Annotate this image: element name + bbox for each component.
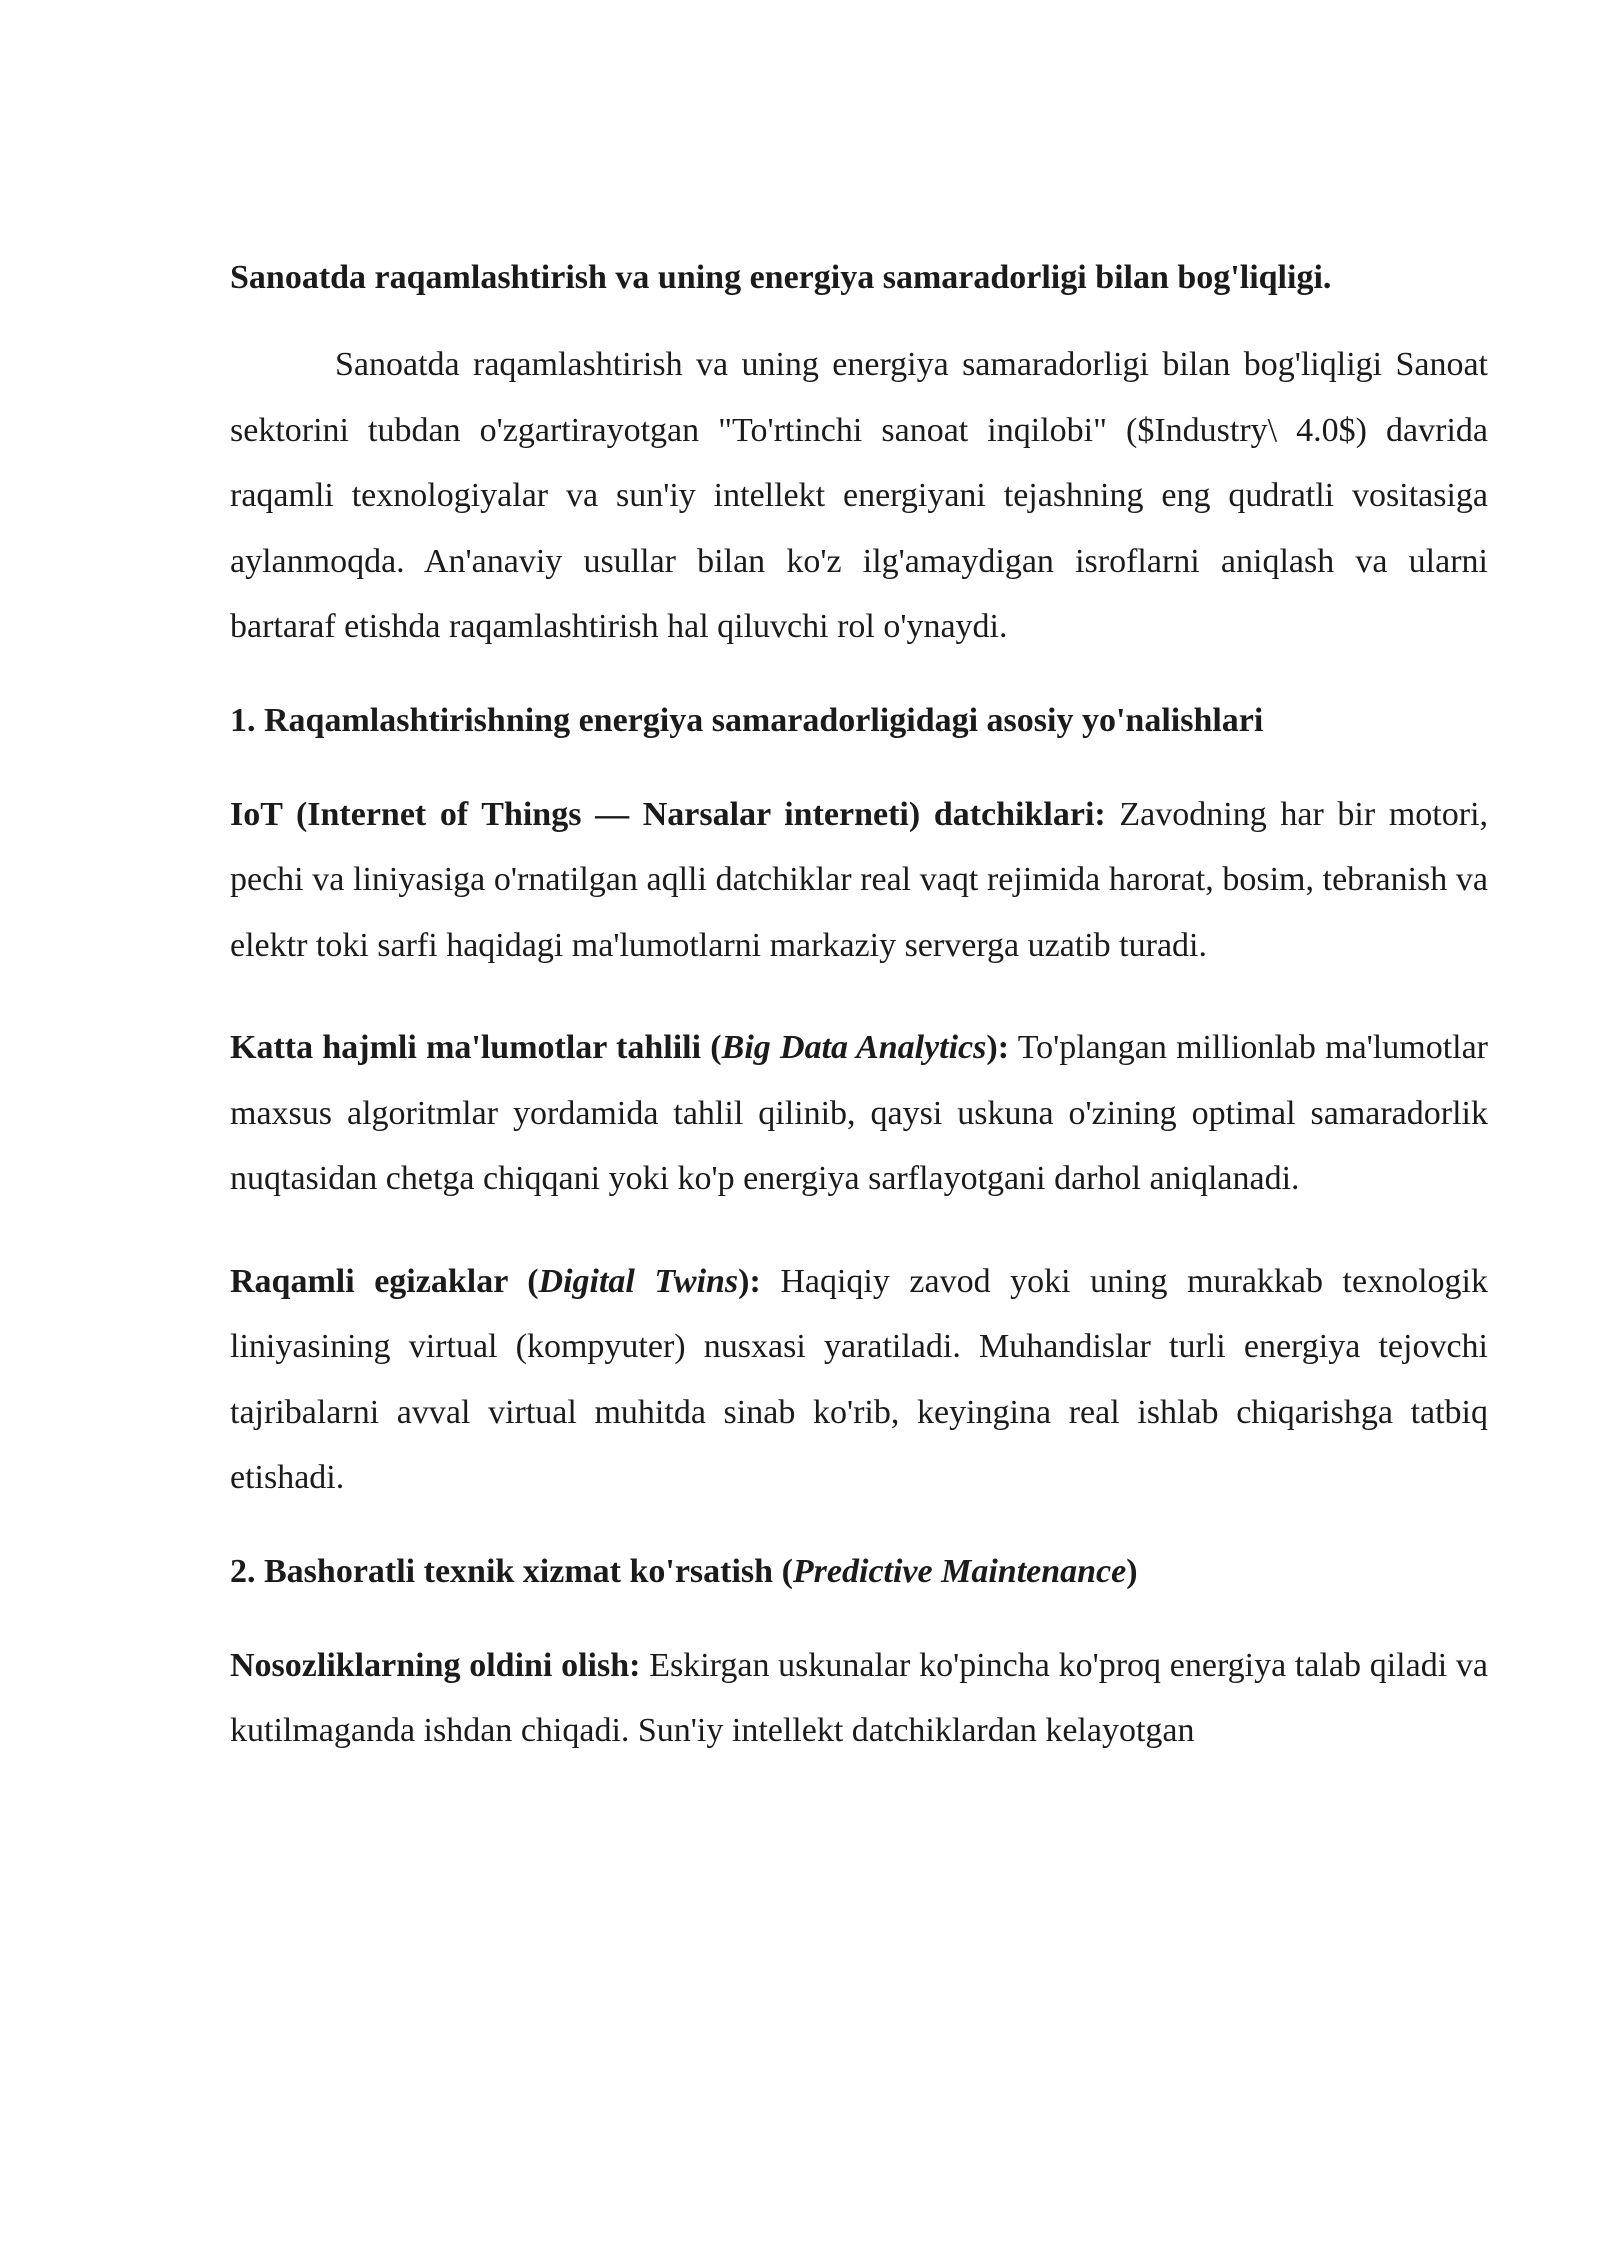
big-data-lead-italic: Big Data Analytics [721, 1029, 987, 1066]
big-data-lead-end: ): [986, 1029, 1010, 1066]
iot-body: Zavodning har bir motori, pechi va liniyasiga o'rnatilgan aqlli datchiklar real vaqt rejimida harorat, bosim, tebranish va elektr toki sarfi haqidagi ma'lumotlarni markaziy serverga uzatib turadi. [230, 795, 1489, 964]
digital-twins-lead-italic: Digital Twins [538, 1262, 739, 1300]
failure-prevention-lead: Nosozliklarning oldini olish: [230, 1646, 641, 1684]
digital-twins-lead-end: ): [738, 1262, 761, 1300]
failure-prevention-body: Eskirgan uskunalar ko'pincha ko'proq energiya talab qiladi va kutilmaganda ishdan chiqadi. Sun'iy intellekt datchiklardan kelayotgan [230, 1646, 1488, 1749]
section-2-heading-italic: Predictive Maintenance [792, 1552, 1127, 1590]
document-title: Sanoatda raqamlashtirish va uning energiya samaradorligi bilan bog'liqligi. [230, 259, 1332, 296]
section-1-heading: 1. Raqamlashtirishning energiya samaradorligidagi asosiy yo'nalishlari [230, 701, 1264, 739]
digital-twins-paragraph [230, 1249, 1488, 1511]
digital-twins-lead-start: Raqamli egizaklar ( [230, 1262, 539, 1300]
intro-paragraph: Sanoatda raqamlashtirish va uning energiya samaradorligi bilan bog'liqligi Sanoat sektorini tubdan o'zgartirayotgan "To'rtinchi sanoat inqilobi" ($Industry\ 4.0$) davrida raqamli texnologiyalar va sun'iy intellekt energiyani tejashning eng qudratli vositasiga aylanmoqda. An'anaviy usullar bilan ko'z ilg'amaydigan isroflarni aniqlash va ularni bartaraf etishda raqamlashtirish hal qiluvchi rol o'ynaydi. [230, 346, 1488, 645]
big-data-lead [230, 1029, 1009, 1066]
big-data-body: To'plangan millionlab ma'lumotlar maxsus algoritmlar yordamida tahlil qilinib, qaysi uskuna o'zining optimal samaradorlik nuqtasidan chetga chiqqani yoki ko'p energiya sarflayotgani darhol aniqlanadi. [230, 1029, 1488, 1197]
failure-prevention-paragraph [230, 1633, 1488, 1764]
digital-twins-lead [230, 1263, 761, 1300]
section-2-heading [230, 1548, 1488, 1596]
digital-twins-body: Haqiqiy zavod yoki uning murakkab texnologik liniyasining virtual (kompyuter) nusxasi yaratiladi. Muhandislar turli energiya tejovchi tajribalarni avval virtual muhitda sinab ko'rib, keyingina real ishlab chiqarishga tatbiq etishadi. [230, 1262, 1488, 1496]
section-2-heading-end: ) [1126, 1552, 1138, 1590]
iot-paragraph [230, 782, 1488, 979]
section-2-heading-start: 2. Bashoratli texnik xizmat ko'rsatish ( [230, 1552, 793, 1590]
big-data-lead-start: Katta hajmli ma'lumotlar tahlili ( [230, 1029, 722, 1066]
iot-lead: IoT (Internet of Things — Narsalar interneti) datchiklari: [230, 795, 1106, 833]
big-data-paragraph [230, 1015, 1488, 1212]
